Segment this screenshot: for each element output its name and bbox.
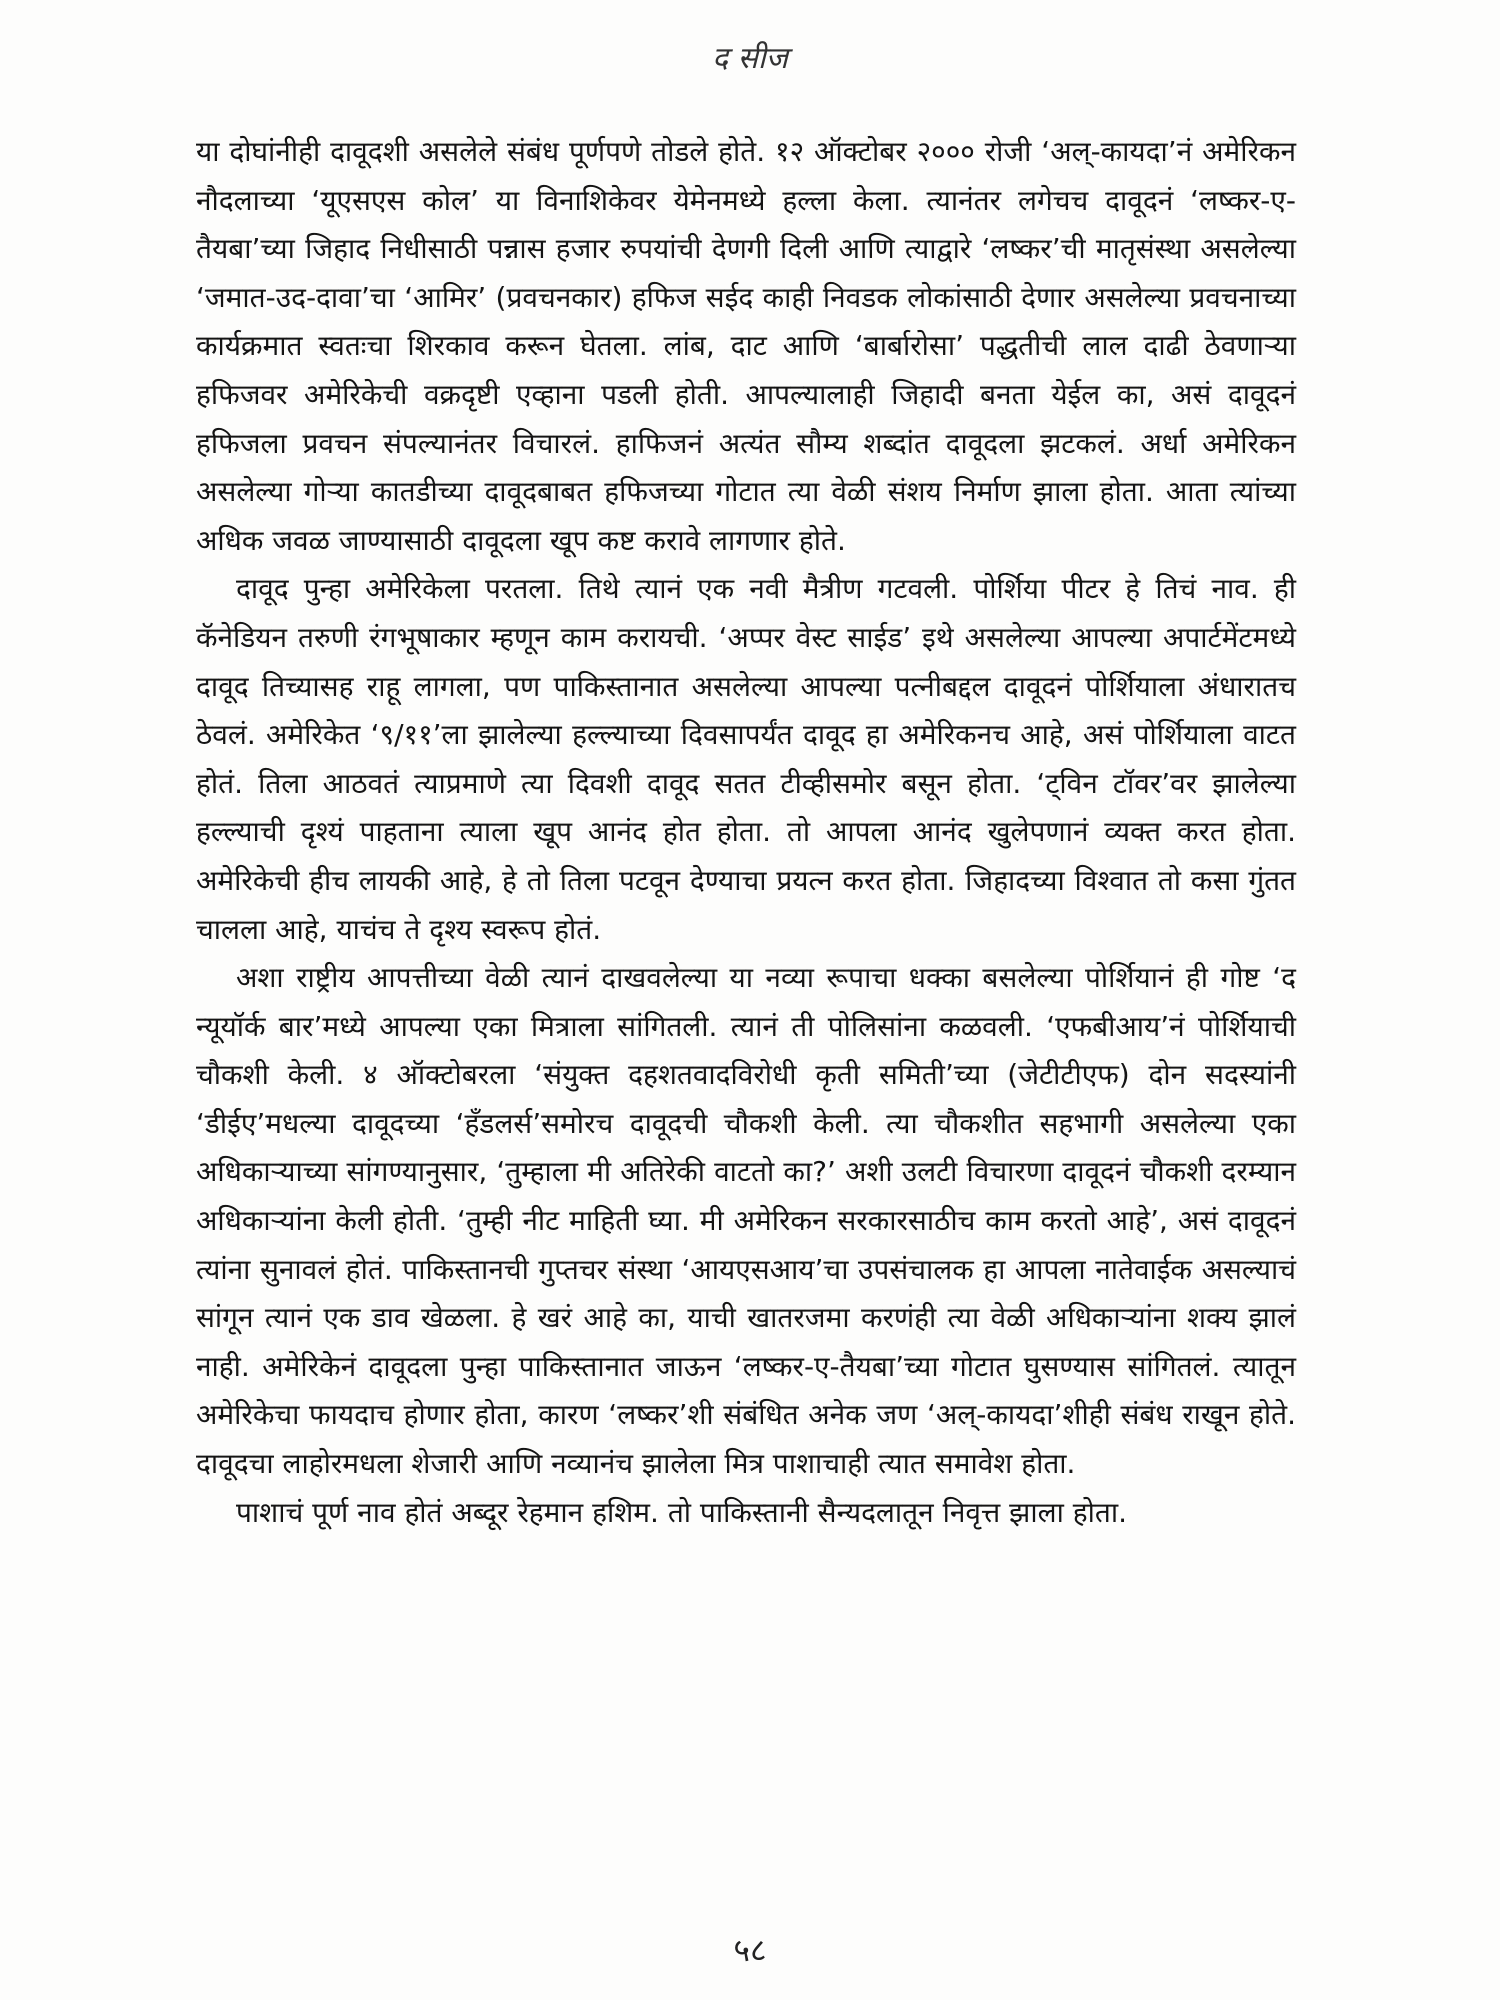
paragraph-4: पाशाचं पूर्ण नाव होतं अब्दूर रेहमान हशिम. तो पाकिस्तानी सैन्यदलातून निवृत्त झाला होता. — [236, 1495, 1127, 1529]
paragraph-1: या दोघांनीही दावूदशी असलेले संबंध पूर्णपणे तोडले होते. १२ ऑक्टोबर २००० रोजी ‘अल्-कायदा’नं अमेरिकन नौदलाच्या ‘यूएसएस कोल’ या विनाशिकेवर येमेनमध्ये हल्ला केला. त्यानंतर लगेचच दावूदनं ‘लष्कर-ए-तैयबा’च्या जिहाद निधीसाठी पन्नास हजार रुपयांची देणगी दिली आणि त्याद्वारे ‘लष्कर’ची मातृसंस्था असलेल्या ‘जमात-उद-दावा’चा ‘आमिर’ (प्रवचनकार) हफिज सईद काही निवडक लोकांसाठी देणार असलेल्या प्रवचनाच्या कार्यक्रमात स्वतःचा शिरकाव करून घेतला. लांब, दाट आणि ‘बार्बारोसा’ पद्धतीची लाल दाढी ठेवणाऱ्या हफिजवर अमेरिकेची वक्रदृष्टी एव्हाना पडली होती. आपल्यालाही जिहादी बनता येईल का, असं दावूदनं हफिजला प्रवचन संपल्यानंतर विचारलं. हाफिजनं अत्यंत सौम्य शब्दांत दावूदला झटकलं. अर्धा अमेरिकन असलेल्या गोऱ्या कातडीच्या दावूदबाबत हफिजच्या गोटात त्या वेळी संशय निर्माण झाला होता. आता त्यांच्या अधिक जवळ जाण्यासाठी दावूदला खूप कष्ट करावे लागणार होते. — [196, 135, 1296, 557]
body-text — [196, 128, 1296, 1537]
paragraph-3: अशा राष्ट्रीय आपत्तीच्या वेळी त्यानं दाखवलेल्या या नव्या रूपाचा धक्का बसलेल्या पोर्शियानं ही गोष्ट ‘द न्यूयॉर्क बार’मध्ये आपल्या एका मित्राला सांगितली. त्यानं ती पोलिसांना कळवली. ‘एफबीआय’नं पोर्शियाची चौकशी केली. ४ ऑक्टोबरला ‘संयुक्त दहशतवादविरोधी कृती समिती’च्या (जेटीटीएफ) दोन सदस्यांनी ‘डीईए’मधल्या दावूदच्या ‘हँडलर्स’समोरच दावूदची चौकशी केली. त्या चौकशीत सहभागी असलेल्या एका अधिकाऱ्याच्या सांगण्यानुसार, ‘तुम्हाला मी अतिरेकी वाटतो का?’ अशी उलटी विचारणा दावूदनं चौकशी दरम्यान अधिकाऱ्यांना केली होती. ‘तुम्ही नीट माहिती घ्या. मी अमेरिकन सरकारसाठीच काम करतो आहे’, असं दावूदनं त्यांना सुनावलं होतं. पाकिस्तानची गुप्तचर संस्था ‘आयएसआय’चा उपसंचालक हा आपला नातेवाईक असल्याचं सांगून त्यानं एक डाव खेळला. हे खरं आहे का, याची खातरजमा करणंही त्या वेळी अधिकाऱ्यांना शक्य झालं नाही. अमेरिकेनं दावूदला पुन्हा पाकिस्तानात जाऊन ‘लष्कर-ए-तैयबा’च्या गोटात घुसण्यास सांगितलं. त्यातून अमेरिकेचा फायदाच होणार होता, कारण ‘लष्कर’शी संबंधित अनेक जण ‘अल्-कायदा’शीही संबंध राखून होते. दावूदचा लाहोरमधला शेजारी आणि नव्यानंच झालेला मित्र पाशाचाही त्यात समावेश होता. — [196, 961, 1296, 1481]
page-number: ५८ — [733, 1931, 767, 1969]
running-head: द सीज — [712, 41, 788, 76]
paragraph-2: दावूद पुन्हा अमेरिकेला परतला. तिथे त्यानं एक नवी मैत्रीण गटवली. पोर्शिया पीटर हे तिचं नाव. ही कॅनेडियन तरुणी रंगभूषाकार म्हणून काम करायची. ‘अप्पर वेस्ट साईड’ इथे असलेल्या आपल्या अपार्टमेंटमध्ये दावूद तिच्यासह राहू लागला, पण पाकिस्तानात असलेल्या आपल्या पत्नीबद्दल दावूदनं पोर्शियाला अंधारातच ठेवलं. अमेरिकेत ‘९/११’ला झालेल्या हल्ल्याच्या दिवसापर्यंत दावूद हा अमेरिकनच आहे, असं पोर्शियाला वाटत होतं. तिला आठवतं त्याप्रमाणे त्या दिवशी दावूद सतत टीव्हीसमोर बसून होता. ‘ट्विन टॉवर’वर झालेल्या हल्ल्याची दृश्यं पाहताना त्याला खूप आनंद होत होता. तो आपला आनंद खुलेपणानं व्यक्त करत होता. अमेरिकेची हीच लायकी आहे, हे तो तिला पटवून देण्याचा प्रयत्न करत होता. जिहादच्या विश्वात तो कसा गुंतत चालला आहे, याचंच ते दृश्य स्वरूप होतं. — [196, 572, 1296, 946]
